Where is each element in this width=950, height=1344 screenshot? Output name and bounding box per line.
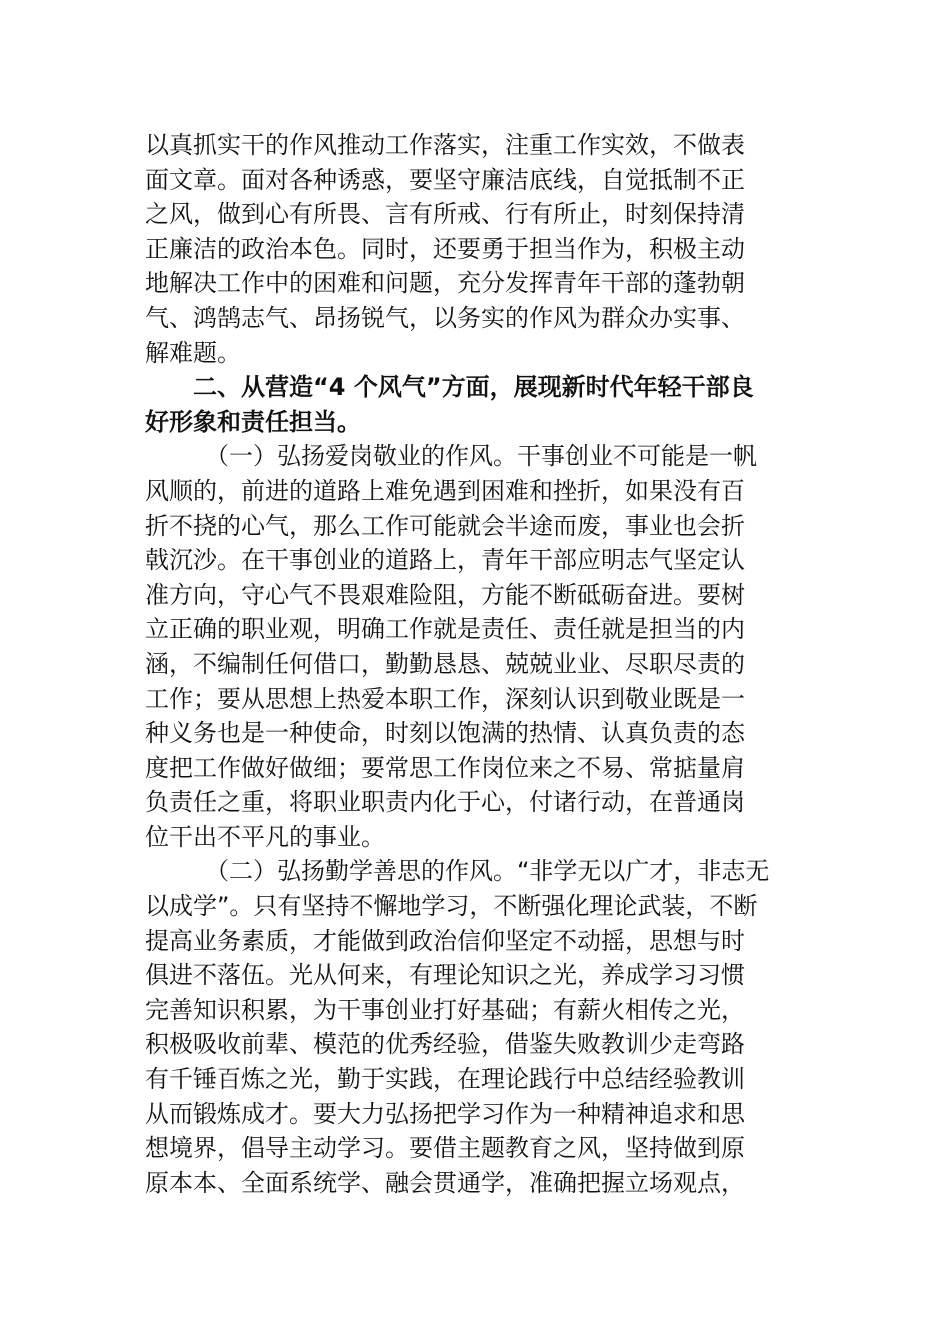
text-line: 想境界，倡导主动学习。要借主题教育之风，坚持做到原: [145, 1134, 745, 1163]
text-line: 俱进不落伍。光从何来，有理论知识之光，养成学习习惯: [145, 961, 745, 990]
text-line: （一）弘扬爱岗敬业的作风。干事创业不可能是一帆: [205, 442, 757, 471]
text-line: 提高业务素质，才能做到政治信仰坚定不动摇，思想与时: [145, 926, 745, 955]
text-line: 以成学”。只有坚持不懈地学习，不断强化理论武装，不断: [145, 892, 758, 921]
text-line: 负责任之重，将职业职责内化于心，付诸行动，在普通岗: [145, 788, 745, 817]
paragraph-diligent-study: [145, 854, 807, 1200]
text-line: 戟沉沙。在干事创业的道路上，青年干部应明志气坚定认: [145, 546, 745, 575]
text-line: 度把工作做好做细；要常思工作岗位来之不易、常掂量肩: [145, 753, 745, 782]
text-line: （二）弘扬勤学善思的作风。“非学无以广才，非志无: [205, 857, 770, 886]
text-line: 原本本、全面系统学、融会贯通学，准确把握立场观点，: [145, 1168, 745, 1197]
text-line: 立正确的职业观，明确工作就是责任、责任就是担当的内: [145, 615, 745, 644]
paragraph-dedication: [145, 439, 807, 854]
text-line: 以真抓实干的作风推动工作落实，注重工作实效，不做表: [145, 131, 745, 159]
text-line: 位干出不平凡的事业。: [145, 822, 385, 851]
text-line: 地解决工作中的困难和问题，充分发挥青年干部的蓬勃朝: [145, 269, 745, 298]
text-line: 有千锤百炼之光，勤于实践，在理论践行中总结经验教训: [145, 1065, 745, 1094]
text-line: 完善知识积累，为干事创业打好基础；有薪火相传之光，: [145, 995, 745, 1024]
text-line: 工作；要从思想上热爱本职工作，深刻认识到敬业既是一: [145, 684, 745, 713]
text-line: 从而锻炼成才。要大力弘扬把学习作为一种精神追求和思: [145, 1099, 745, 1128]
text-line: 涵，不编制任何借口，勤勤恳恳、兢兢业业、尽职尽责的: [145, 649, 745, 678]
text-line: 积极吸收前辈、模范的优秀经验，借鉴失败教训少走弯路: [145, 1030, 745, 1059]
text-line: 气、鸿鹄志气、昂扬锐气，以务实的作风为群众办实事、: [145, 303, 745, 332]
heading-line: 好形象和责任担当。: [145, 407, 361, 436]
text-line: 准方向，守心气不畏艰难险阻，方能不断砥砺奋进。要树: [145, 580, 745, 609]
document-body: [145, 128, 807, 1200]
text-line: 正廉洁的政治本色。同时，还要勇于担当作为，积极主动: [145, 234, 745, 263]
text-line: 风顺的，前进的道路上难免遇到困难和挫折，如果没有百: [145, 476, 745, 505]
heading-line: 二、从营造“4 个风气”方面，展现新时代年轻干部良: [193, 373, 754, 402]
text-line: 解难题。: [145, 338, 241, 367]
paragraph-work-style: [145, 128, 807, 370]
text-line: 之风，做到心有所畏、言有所戒、行有所止，时刻保持清: [145, 200, 745, 229]
text-line: 面文章。面对各种诱惑，要坚守廉洁底线，自觉抵制不正: [145, 165, 745, 194]
text-line: 种义务也是一种使命，时刻以饱满的热情、认真负责的态: [145, 719, 745, 748]
section-heading-two: [145, 370, 807, 439]
text-line: 折不挠的心气，那么工作可能就会半途而废，事业也会折: [145, 511, 745, 540]
